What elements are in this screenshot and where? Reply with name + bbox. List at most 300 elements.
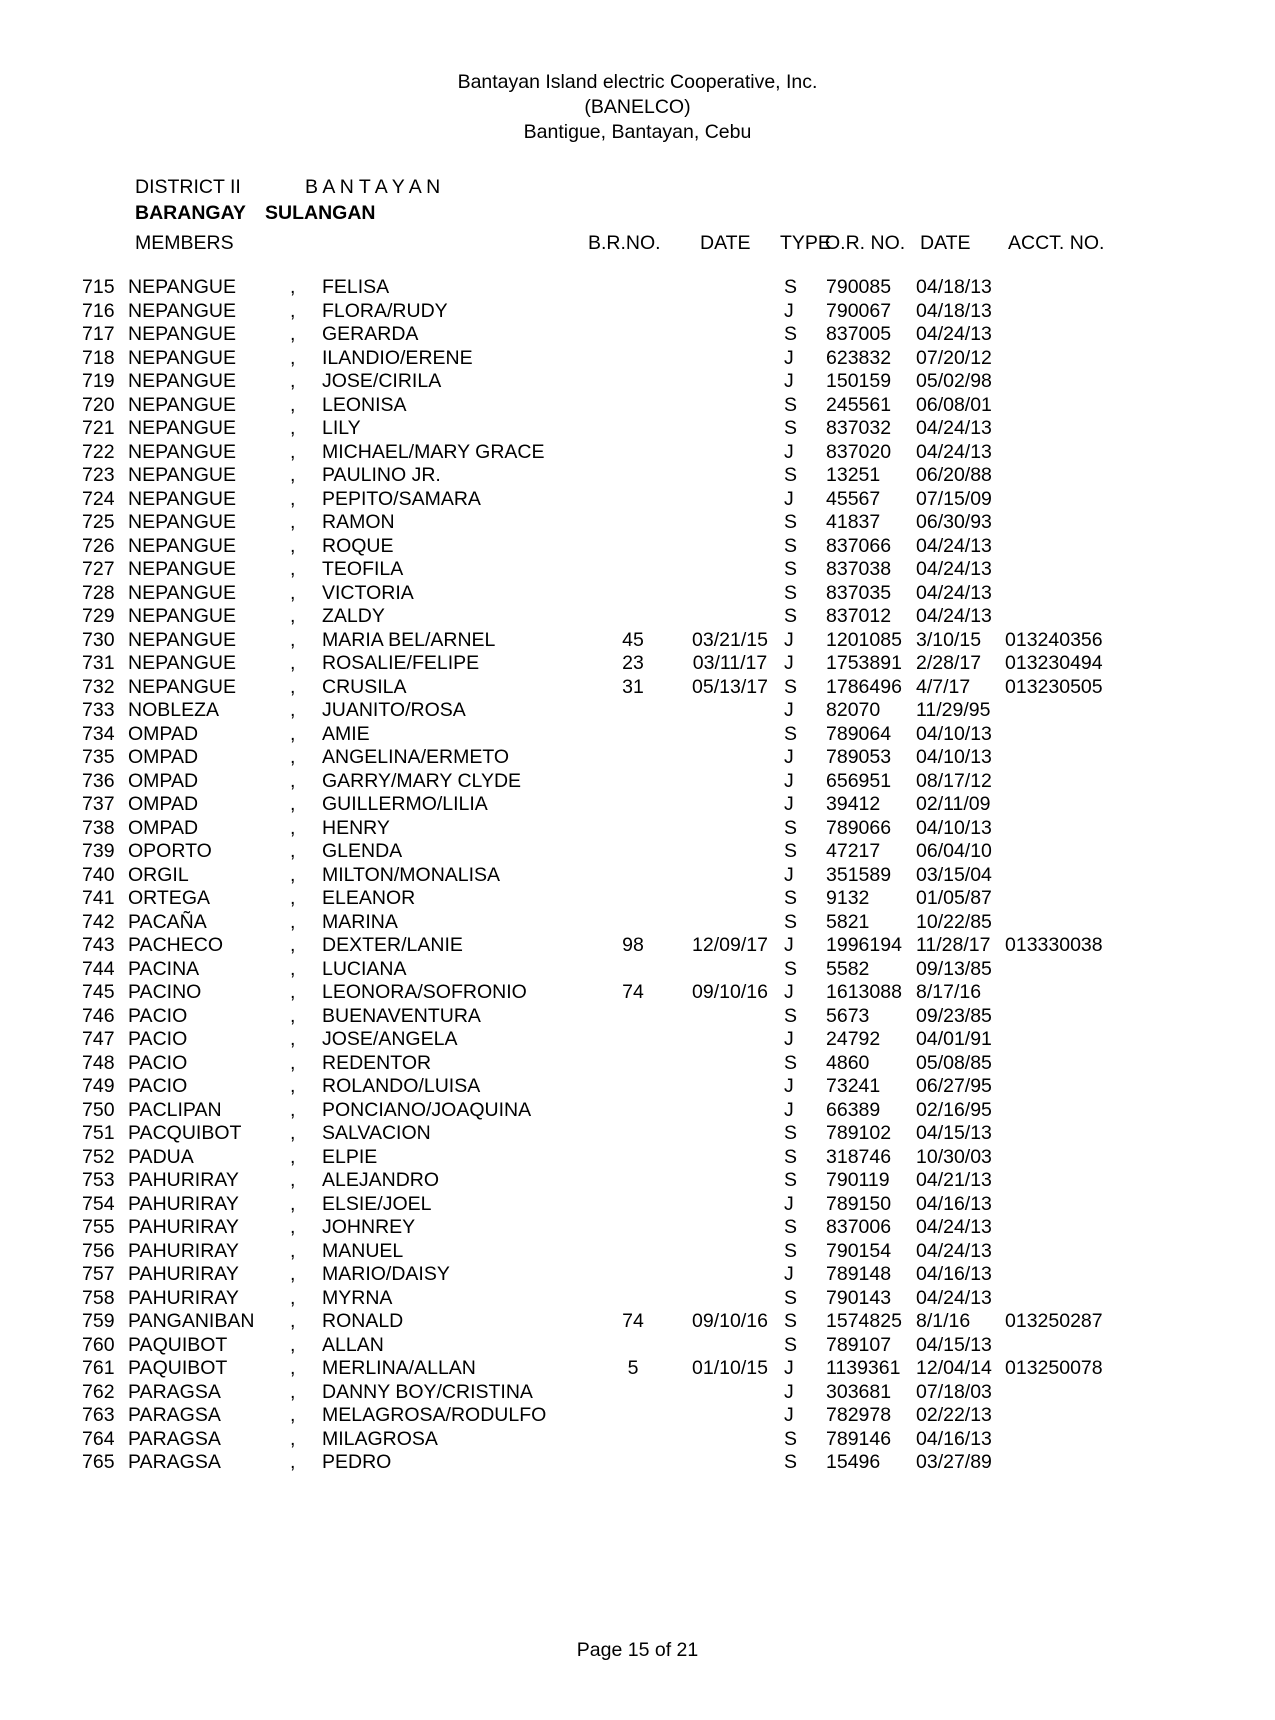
member-type: S — [784, 1286, 798, 1309]
member-type: J — [784, 934, 794, 956]
table-row — [0, 1005, 1275, 1029]
member-br-date: 12/09/17 — [692, 934, 768, 956]
member-last-name: NEPANGUE — [128, 323, 236, 345]
row-number: 743 — [82, 934, 115, 956]
row-number: 758 — [82, 1286, 115, 1309]
member-or-date: 06/30/93 — [916, 511, 992, 533]
member-type: J — [784, 652, 794, 674]
member-first-name: BUENAVENTURA — [322, 1004, 481, 1027]
barangay-row — [135, 201, 1275, 227]
member-orno: 45567 — [826, 487, 881, 510]
member-or-date: 07/20/12 — [916, 346, 992, 369]
member-type: S — [784, 957, 798, 980]
member-first-name: GLENDA — [322, 840, 403, 862]
row-number: 756 — [82, 1239, 115, 1262]
column-header-type: TYPE — [780, 232, 831, 254]
member-orno: 13251 — [826, 464, 881, 486]
member-acct-no: 013230494 — [1005, 652, 1103, 674]
table-column-headers — [0, 232, 1275, 258]
member-orno: 150159 — [826, 370, 892, 392]
member-last-name: PACAÑA — [128, 910, 207, 933]
member-last-name: NEPANGUE — [128, 276, 236, 298]
member-last-name: NEPANGUE — [128, 605, 236, 627]
table-row — [0, 1357, 1275, 1381]
member-type: J — [784, 1028, 794, 1050]
row-number: 729 — [82, 605, 115, 627]
member-first-name: MILTON/MONALISA — [322, 863, 501, 886]
row-number: 728 — [82, 581, 115, 604]
name-separator: , — [290, 1122, 296, 1144]
row-number: 746 — [82, 1004, 115, 1027]
member-last-name: NEPANGUE — [128, 487, 236, 510]
member-first-name: LUCIANA — [322, 957, 407, 980]
member-last-name: OMPAD — [128, 722, 199, 745]
member-orno: 790085 — [826, 276, 892, 298]
row-number: 737 — [82, 793, 115, 815]
member-brno: 74 — [622, 1310, 644, 1332]
member-brno: 23 — [622, 652, 644, 674]
member-brno: 31 — [622, 675, 644, 698]
member-or-date: 07/15/09 — [916, 487, 992, 510]
member-first-name: REDENTOR — [322, 1051, 432, 1074]
name-separator: , — [290, 816, 296, 839]
member-orno: 318746 — [826, 1145, 892, 1168]
member-orno: 1996194 — [826, 934, 902, 956]
member-or-date: 04/10/13 — [916, 816, 992, 839]
name-separator: , — [290, 699, 296, 721]
member-last-name: PAQUIBOT — [128, 1333, 228, 1356]
member-first-name: GARRY/MARY CLYDE — [322, 769, 522, 792]
member-last-name: PARAGSA — [128, 1404, 221, 1426]
name-separator: , — [290, 440, 296, 463]
document-header — [0, 70, 1275, 145]
member-type: S — [784, 1427, 798, 1450]
member-first-name: JOSE/ANGELA — [322, 1028, 458, 1050]
member-type: S — [784, 1051, 798, 1074]
member-last-name: OMPAD — [128, 793, 199, 815]
member-orno: 837035 — [826, 581, 892, 604]
table-row — [0, 840, 1275, 864]
member-orno: 837012 — [826, 605, 892, 627]
member-last-name: NEPANGUE — [128, 534, 236, 557]
table-row — [0, 629, 1275, 653]
table-row — [0, 394, 1275, 418]
member-or-date: 03/15/04 — [916, 863, 992, 886]
row-number: 738 — [82, 816, 115, 839]
member-type: S — [784, 1216, 798, 1238]
member-or-date: 04/24/13 — [916, 323, 992, 345]
member-type: S — [784, 910, 798, 933]
name-separator: , — [290, 1192, 296, 1215]
member-first-name: PEDRO — [322, 1451, 392, 1473]
name-separator: , — [290, 393, 296, 416]
name-separator: , — [290, 1404, 296, 1426]
member-acct-no: 013330038 — [1005, 934, 1103, 956]
name-separator: , — [290, 957, 296, 980]
member-orno: 837005 — [826, 323, 892, 345]
member-type: J — [784, 769, 794, 792]
row-number: 755 — [82, 1216, 115, 1238]
member-type: S — [784, 1145, 798, 1168]
row-number: 733 — [82, 699, 115, 721]
member-orno: 837006 — [826, 1216, 892, 1238]
table-row — [0, 934, 1275, 958]
member-type: J — [784, 440, 794, 463]
table-row — [0, 1381, 1275, 1405]
member-type: S — [784, 323, 798, 345]
member-type: S — [784, 1333, 798, 1356]
table-row — [0, 1193, 1275, 1217]
member-orno: 837032 — [826, 417, 892, 439]
table-row — [0, 1216, 1275, 1240]
row-number: 742 — [82, 910, 115, 933]
member-first-name: ELSIE/JOEL — [322, 1192, 432, 1215]
row-number: 732 — [82, 675, 115, 698]
member-brno: 45 — [622, 628, 644, 651]
member-or-date: 02/16/95 — [916, 1098, 992, 1121]
table-row — [0, 864, 1275, 888]
table-row — [0, 535, 1275, 559]
row-number: 750 — [82, 1098, 115, 1121]
member-last-name: OMPAD — [128, 746, 199, 768]
member-first-name: ALEJANDRO — [322, 1169, 440, 1191]
member-first-name: JOSE/CIRILA — [322, 370, 442, 392]
member-type: S — [784, 605, 798, 627]
member-first-name: MARINA — [322, 910, 398, 933]
member-last-name: PAHURIRAY — [128, 1192, 239, 1215]
member-last-name: OMPAD — [128, 769, 199, 792]
member-orno: 782978 — [826, 1404, 892, 1426]
member-last-name: NEPANGUE — [128, 581, 236, 604]
name-separator: , — [290, 1333, 296, 1356]
member-or-date: 04/24/13 — [916, 1216, 992, 1238]
member-orno: 47217 — [826, 840, 881, 862]
member-last-name: PACHECO — [128, 934, 223, 956]
member-or-date: 04/10/13 — [916, 722, 992, 745]
member-first-name: MILAGROSA — [322, 1427, 438, 1450]
barangay-label: BARANGAY — [135, 201, 246, 224]
member-br-date: 01/10/15 — [692, 1357, 768, 1379]
row-number: 740 — [82, 863, 115, 886]
row-number: 734 — [82, 722, 115, 745]
member-last-name: PACQUIBOT — [128, 1122, 242, 1144]
member-last-name: NOBLEZA — [128, 699, 220, 721]
row-number: 717 — [82, 323, 115, 345]
member-first-name: FELISA — [322, 276, 390, 298]
member-last-name: NEPANGUE — [128, 417, 236, 439]
name-separator: , — [290, 863, 296, 886]
table-row — [0, 1428, 1275, 1452]
member-last-name: ORGIL — [128, 863, 189, 886]
member-orno: 837038 — [826, 558, 892, 580]
member-br-date: 09/10/16 — [692, 1310, 768, 1332]
name-separator: , — [290, 534, 296, 557]
member-first-name: VICTORIA — [322, 581, 414, 604]
member-type: J — [784, 1098, 794, 1121]
member-orno: 789148 — [826, 1263, 892, 1285]
member-first-name: ROLANDO/LUISA — [322, 1075, 481, 1097]
table-row — [0, 488, 1275, 512]
member-orno: 5582 — [826, 957, 870, 980]
table-row — [0, 1240, 1275, 1264]
member-last-name: NEPANGUE — [128, 675, 236, 698]
member-or-date: 8/17/16 — [916, 981, 982, 1003]
member-or-date: 04/15/13 — [916, 1122, 992, 1144]
member-type: J — [784, 346, 794, 369]
member-or-date: 04/24/13 — [916, 440, 992, 463]
member-or-date: 04/24/13 — [916, 534, 992, 557]
member-last-name: NEPANGUE — [128, 440, 236, 463]
row-number: 719 — [82, 370, 115, 392]
member-orno: 5673 — [826, 1004, 870, 1027]
member-last-name: OPORTO — [128, 840, 212, 862]
name-separator: , — [290, 769, 296, 792]
table-row — [0, 276, 1275, 300]
table-row — [0, 511, 1275, 535]
document-page — [0, 70, 1275, 1720]
row-number: 731 — [82, 652, 115, 674]
member-or-date: 04/24/13 — [916, 417, 992, 439]
member-orno: 5821 — [826, 910, 870, 933]
name-separator: , — [290, 511, 296, 533]
member-last-name: PAHURIRAY — [128, 1216, 239, 1238]
member-first-name: DEXTER/LANIE — [322, 934, 463, 956]
table-row — [0, 699, 1275, 723]
member-last-name: PAHURIRAY — [128, 1263, 239, 1285]
member-orno: 790143 — [826, 1286, 892, 1309]
member-or-date: 08/17/12 — [916, 769, 992, 792]
cooperative-address: Bantigue, Bantayan, Cebu — [523, 121, 752, 143]
member-type: S — [784, 464, 798, 486]
row-number: 753 — [82, 1169, 115, 1191]
name-separator: , — [290, 675, 296, 698]
member-or-date: 2/28/17 — [916, 652, 982, 674]
row-number: 762 — [82, 1380, 115, 1403]
table-row — [0, 770, 1275, 794]
member-type: J — [784, 1404, 794, 1426]
member-or-date: 04/10/13 — [916, 746, 992, 768]
member-first-name: GERARDA — [322, 323, 419, 345]
member-or-date: 05/02/98 — [916, 370, 992, 392]
table-row — [0, 558, 1275, 582]
member-type: S — [784, 1451, 798, 1473]
name-separator: , — [290, 1028, 296, 1050]
row-number: 718 — [82, 346, 115, 369]
table-row — [0, 676, 1275, 700]
name-separator: , — [290, 299, 296, 322]
member-orno: 789102 — [826, 1122, 892, 1144]
member-orno: 1201085 — [826, 628, 902, 651]
member-type: J — [784, 1263, 794, 1285]
table-row — [0, 1099, 1275, 1123]
member-br-date: 03/21/15 — [692, 628, 768, 651]
name-separator: , — [290, 1051, 296, 1074]
name-separator: , — [290, 581, 296, 604]
row-number: 747 — [82, 1028, 115, 1050]
member-orno: 73241 — [826, 1075, 881, 1097]
member-type: J — [784, 370, 794, 392]
member-or-date: 01/05/87 — [916, 887, 992, 909]
name-separator: , — [290, 1216, 296, 1238]
page-footer — [0, 1639, 1275, 1662]
name-separator: , — [290, 1357, 296, 1379]
member-last-name: NEPANGUE — [128, 652, 236, 674]
table-row — [0, 1334, 1275, 1358]
member-last-name: PARAGSA — [128, 1380, 221, 1403]
member-last-name: PARAGSA — [128, 1451, 221, 1473]
member-type: J — [784, 746, 794, 768]
row-number: 724 — [82, 487, 115, 510]
member-last-name: NEPANGUE — [128, 464, 236, 486]
member-orno: 303681 — [826, 1380, 892, 1403]
member-orno: 789064 — [826, 722, 892, 745]
member-or-date: 04/16/13 — [916, 1427, 992, 1450]
name-separator: , — [290, 887, 296, 909]
member-last-name: NEPANGUE — [128, 393, 236, 416]
row-number: 763 — [82, 1404, 115, 1426]
row-number: 739 — [82, 840, 115, 862]
member-orno: 790154 — [826, 1239, 892, 1262]
row-number: 716 — [82, 299, 115, 322]
column-header-date1: DATE — [700, 232, 751, 254]
row-number: 726 — [82, 534, 115, 557]
member-first-name: RAMON — [322, 511, 395, 533]
table-row — [0, 1075, 1275, 1099]
member-first-name: MICHAEL/MARY GRACE — [322, 440, 545, 463]
row-number: 725 — [82, 511, 115, 533]
member-first-name: CRUSILA — [322, 675, 407, 698]
member-first-name: ELPIE — [322, 1145, 378, 1168]
member-type: S — [784, 1310, 798, 1332]
row-number: 722 — [82, 440, 115, 463]
member-type: J — [784, 1357, 794, 1379]
member-first-name: DANNY BOY/CRISTINA — [322, 1380, 533, 1403]
member-type: J — [784, 1380, 794, 1403]
row-number: 759 — [82, 1310, 115, 1332]
member-first-name: MARIO/DAISY — [322, 1263, 450, 1285]
member-last-name: PACIO — [128, 1051, 188, 1074]
member-orno: 790119 — [826, 1169, 890, 1191]
member-or-date: 04/21/13 — [916, 1169, 992, 1191]
table-row — [0, 1287, 1275, 1311]
member-or-date: 09/23/85 — [916, 1004, 992, 1027]
member-first-name: SALVACION — [322, 1122, 431, 1144]
member-or-date: 02/11/09 — [916, 793, 991, 815]
table-row — [0, 652, 1275, 676]
member-brno: 74 — [622, 981, 644, 1003]
table-row — [0, 417, 1275, 441]
member-acct-no: 013250287 — [1005, 1310, 1103, 1332]
column-header-acct: ACCT. NO. — [1008, 232, 1105, 254]
member-last-name: PACIO — [128, 1075, 188, 1097]
member-first-name: LEONISA — [322, 393, 407, 416]
member-last-name: ORTEGA — [128, 887, 210, 909]
member-last-name: OMPAD — [128, 816, 199, 839]
member-or-date: 10/30/03 — [916, 1145, 992, 1168]
member-type: S — [784, 887, 798, 909]
table-row — [0, 605, 1275, 629]
member-last-name: PAHURIRAY — [128, 1239, 239, 1262]
row-number: 748 — [82, 1051, 115, 1074]
name-separator: , — [290, 1310, 296, 1332]
member-orno: 351589 — [826, 863, 892, 886]
member-type: J — [784, 863, 794, 886]
member-or-date: 04/16/13 — [916, 1263, 992, 1285]
member-or-date: 11/29/95 — [916, 699, 991, 721]
member-orno: 623832 — [826, 346, 892, 369]
member-or-date: 04/15/13 — [916, 1333, 992, 1356]
name-separator: , — [290, 1169, 296, 1191]
member-type: J — [784, 1192, 794, 1215]
member-type: S — [784, 1239, 798, 1262]
member-first-name: JOHNREY — [322, 1216, 416, 1238]
table-row — [0, 723, 1275, 747]
column-header-brno: B.R.NO. — [588, 232, 661, 254]
member-orno: 656951 — [826, 769, 892, 792]
table-row — [0, 1028, 1275, 1052]
member-orno: 789150 — [826, 1192, 892, 1215]
table-row — [0, 1122, 1275, 1146]
member-orno: 245561 — [826, 393, 892, 416]
member-first-name: PAULINO JR. — [322, 464, 441, 486]
member-type: J — [784, 299, 794, 322]
name-separator: , — [290, 722, 296, 745]
member-orno: 789066 — [826, 816, 892, 839]
member-or-date: 05/08/85 — [916, 1051, 992, 1074]
member-or-date: 06/04/10 — [916, 840, 992, 862]
row-number: 735 — [82, 746, 115, 768]
member-last-name: PACIO — [128, 1028, 188, 1050]
member-orno: 9132 — [826, 887, 870, 909]
member-type: S — [784, 276, 798, 298]
member-orno: 1139361 — [826, 1357, 901, 1379]
member-first-name: RONALD — [322, 1310, 404, 1332]
name-separator: , — [290, 746, 296, 768]
row-number: 745 — [82, 981, 115, 1003]
member-first-name: ALLAN — [322, 1333, 384, 1356]
row-number: 749 — [82, 1075, 115, 1097]
name-separator: , — [290, 1286, 296, 1309]
member-br-date: 09/10/16 — [692, 981, 768, 1003]
table-row — [0, 1451, 1275, 1475]
member-last-name: NEPANGUE — [128, 558, 236, 580]
table-row — [0, 441, 1275, 465]
member-first-name: GUILLERMO/LILIA — [322, 793, 488, 815]
member-or-date: 04/24/13 — [916, 1286, 992, 1309]
member-or-date: 04/01/91 — [916, 1028, 992, 1050]
member-last-name: NEPANGUE — [128, 370, 236, 392]
name-separator: , — [290, 464, 296, 486]
member-or-date: 04/18/13 — [916, 276, 992, 298]
name-separator: , — [290, 1263, 296, 1285]
member-first-name: HENRY — [322, 816, 390, 839]
name-separator: , — [290, 628, 296, 651]
member-type: S — [784, 417, 798, 439]
member-or-date: 04/24/13 — [916, 581, 992, 604]
member-or-date: 06/27/95 — [916, 1075, 992, 1097]
member-last-name: PAHURIRAY — [128, 1169, 239, 1191]
member-or-date: 06/08/01 — [916, 393, 992, 416]
table-row — [0, 1146, 1275, 1170]
name-separator: , — [290, 1004, 296, 1027]
name-separator: , — [290, 934, 296, 956]
member-type: S — [784, 393, 798, 416]
page-number: Page 15 of 21 — [576, 1639, 699, 1661]
table-row — [0, 1404, 1275, 1428]
member-first-name: MERLINA/ALLAN — [322, 1357, 476, 1379]
member-first-name: MYRNA — [322, 1286, 393, 1309]
member-type: S — [784, 534, 798, 557]
